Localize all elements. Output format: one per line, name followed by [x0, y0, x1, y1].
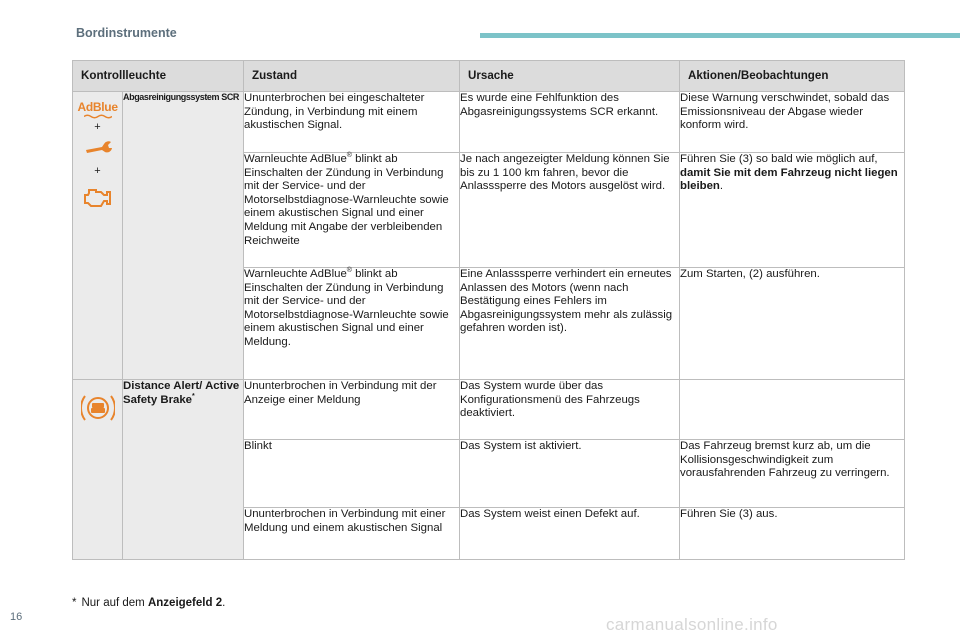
column-header-cause: Ursache: [460, 61, 680, 92]
action-cell: Führen Sie (3) aus.: [680, 508, 905, 560]
lamp-name-distance-alert: Distance Alert/ Active Safety Brake*: [123, 380, 244, 560]
warning-lamp-table: [72, 60, 905, 560]
page-number: 16: [10, 611, 23, 623]
lamp-icons-distance-alert: [73, 380, 123, 560]
table-header-row: [73, 61, 905, 92]
cause-cell: Das System weist einen Defekt auf.: [460, 508, 680, 560]
cause-cell: Es wurde eine Fehlfunktion des Abgasreinigungssystems SCR erkannt.: [460, 92, 680, 153]
action-cell: Diese Warnung verschwindet, sobald das Emissionsniveau der Abgase wieder konform wird.: [680, 92, 905, 153]
state-cell: Ununterbrochen in Verbindung mit einer Meldung und einem akustischen Signal: [244, 508, 460, 560]
section-title: Bordinstrumente: [76, 26, 177, 40]
engine-icon: [83, 187, 113, 209]
footnote: * Nur auf dem Anzeigefeld 2.: [72, 597, 226, 609]
action-cell: Das Fahrzeug bremst kurz ab, um die Kollisionsgeschwindigkeit zum vorausfahrenden Fahrzeug zu verringern.: [680, 440, 905, 508]
plus-sign: +: [94, 121, 101, 133]
action-cell: Zum Starten, (2) ausführen.: [680, 268, 905, 380]
action-cell: Führen Sie (3) so bald wie möglich auf, damit Sie mit dem Fahrzeug nicht liegen bleiben.: [680, 153, 905, 268]
watermark: carmanualsonline.info: [606, 615, 778, 634]
column-header-state: Zustand: [244, 61, 460, 92]
state-cell: Ununterbrochen bei eingeschalteter Zündung, in Verbindung mit einem akustischen Signal.: [244, 92, 460, 153]
state-cell: Blinkt: [244, 440, 460, 508]
distance-alert-icon: [81, 392, 115, 424]
state-cell: Warnleuchte AdBlue® blinkt ab Einschalten der Zündung in Verbindung mit der Service- und der Motorselbstdiagnose-Warnleuchte sowie einem akustischen Signal und einer Meldung mit Angabe der verbleibenden Reichweite: [244, 153, 460, 268]
cause-cell: Eine Anlasssperre verhindert ein erneutes Anlassen des Motors (wenn nach Bestätigung eines Fehlers im Abgasreinigungssystem mehr als zulässig gefahren worden ist).: [460, 268, 680, 380]
cause-cell: Das System ist aktiviert.: [460, 440, 680, 508]
table-row: [73, 92, 905, 153]
adblue-icon: AdBlue: [78, 101, 118, 119]
state-cell: Warnleuchte AdBlue® blinkt ab Einschalten der Zündung in Verbindung mit der Service- und der Motorselbstdiagnose-Warnleuchte sowie einem akustischen Signal und einer Meldung.: [244, 268, 460, 380]
table-row: [73, 380, 905, 440]
lamp-name-scr: Abgasreinigungssystem SCR: [123, 92, 244, 380]
column-header-lamp: Kontrollleuchte: [73, 61, 244, 92]
cause-cell: Das System wurde über das Konfigurationsmenü des Fahrzeugs deaktiviert.: [460, 380, 680, 440]
plus-sign: +: [94, 165, 101, 177]
state-cell: Ununterbrochen in Verbindung mit der Anzeige einer Meldung: [244, 380, 460, 440]
action-cell: [680, 380, 905, 440]
cause-cell: Je nach angezeigter Meldung können Sie bis zu 1 100 km fahren, bevor die Anlasssperre des Motors ausgelöst wird.: [460, 153, 680, 268]
header-accent-bar: [480, 33, 960, 38]
column-header-action: Aktionen/Beobachtungen: [680, 61, 905, 92]
wrench-icon: [83, 140, 113, 156]
lamp-icons-scr: [73, 92, 123, 380]
